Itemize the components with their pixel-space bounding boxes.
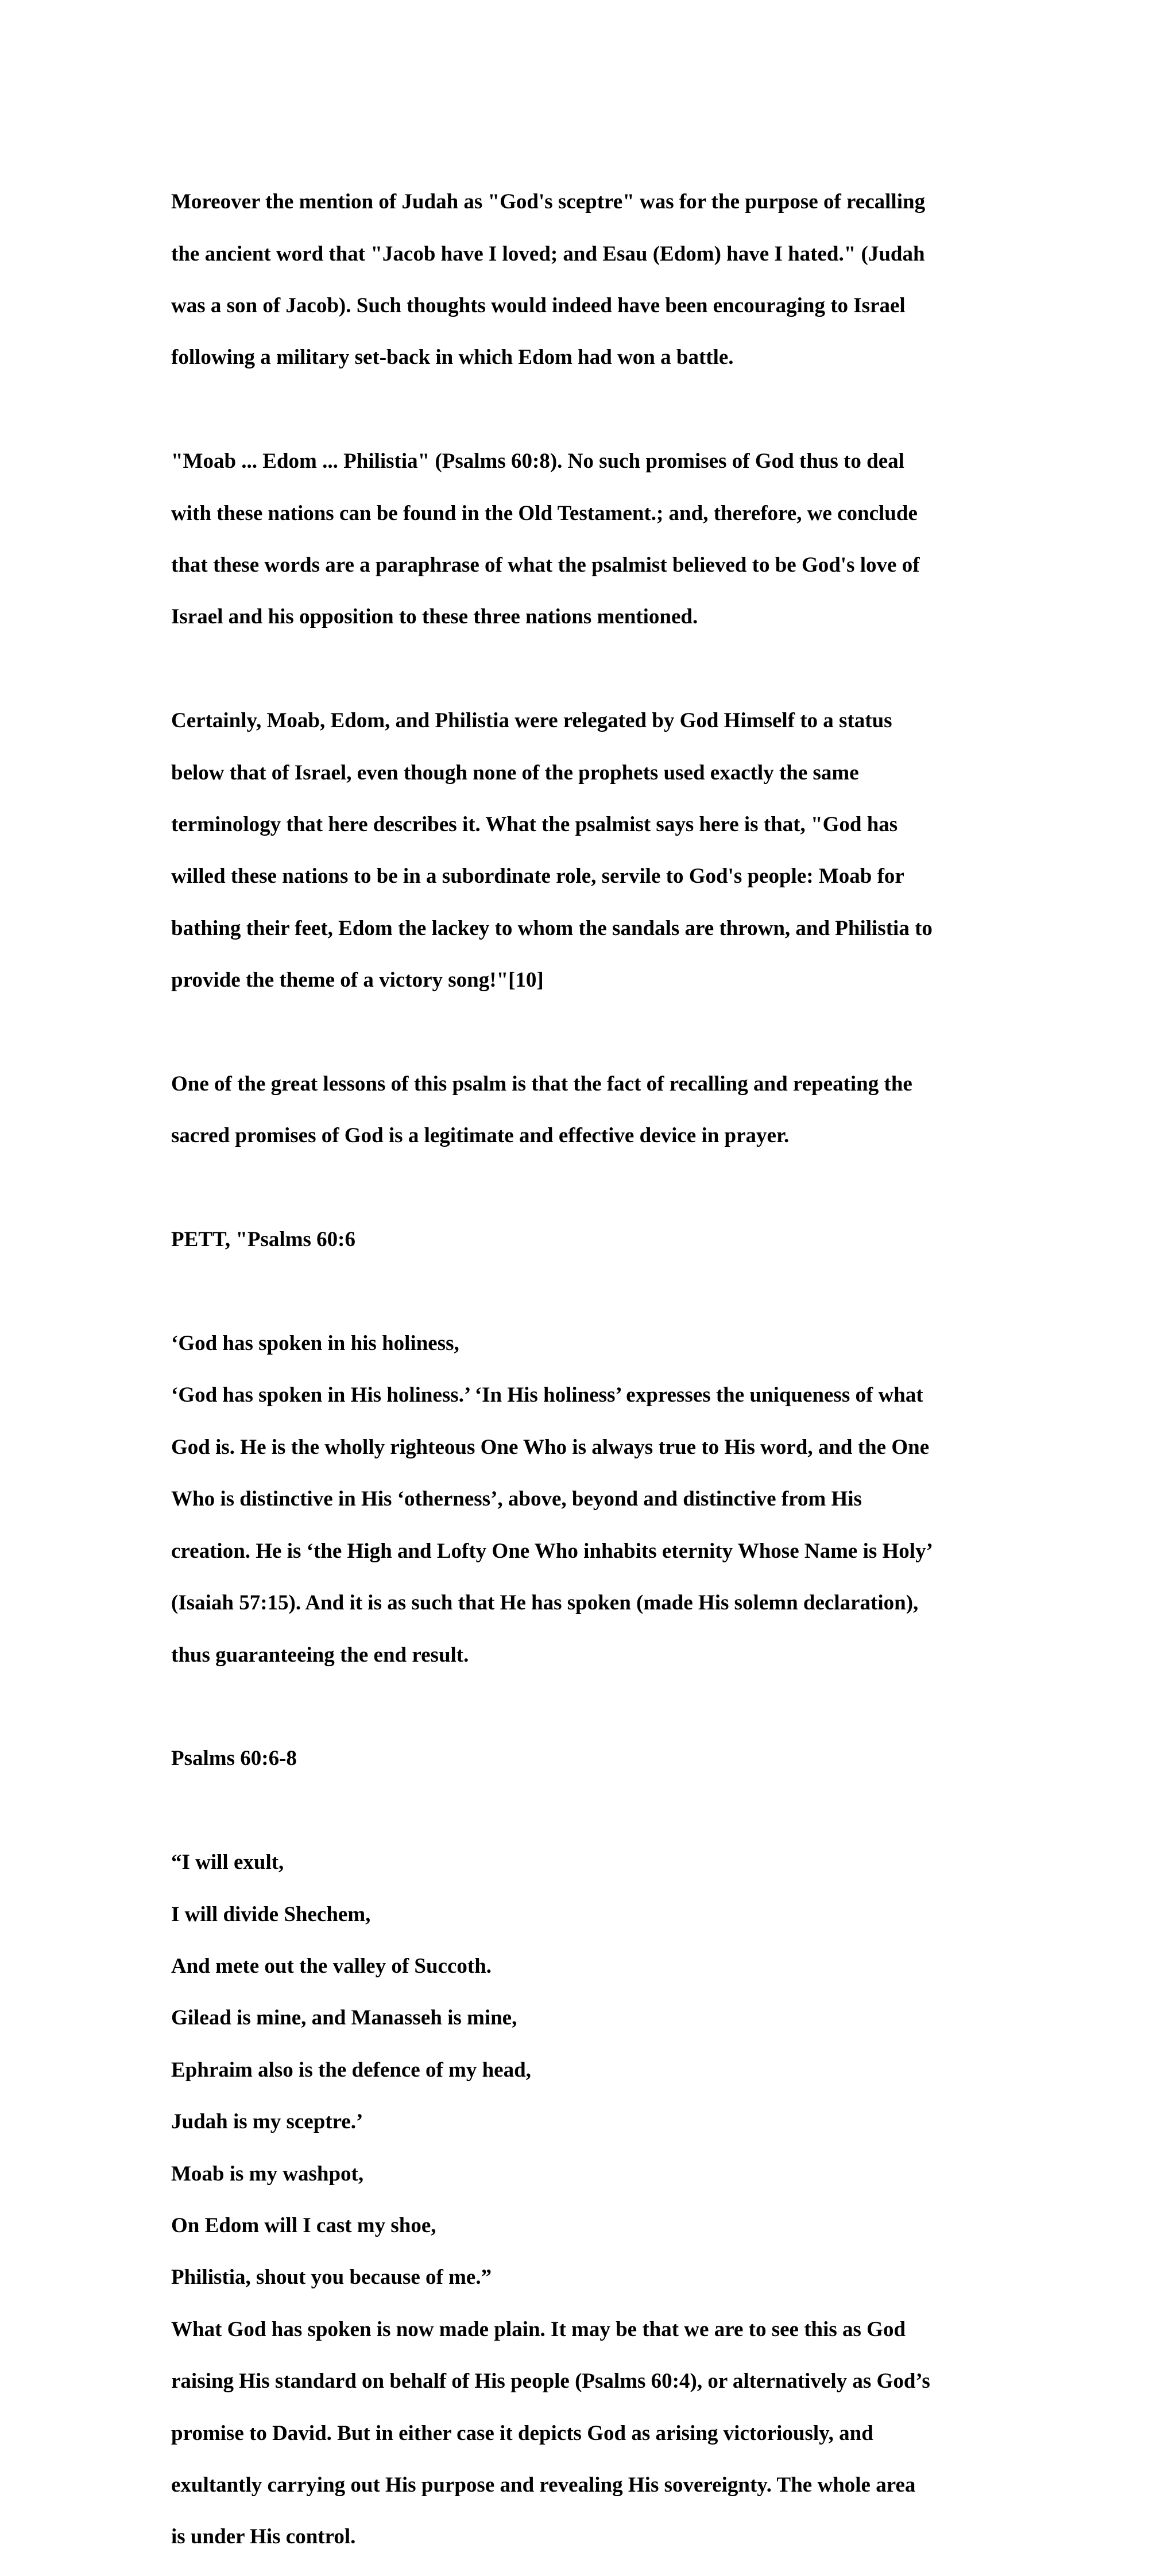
text-line: God is. He is the wholly righteous One Who is always true to His word, and the One [171,1435,930,1459]
text-line: thus guaranteeing the end result. [171,1643,469,1667]
text-line: exultantly carrying out His purpose and revealing His sovereignty. The whole area [171,2473,916,2497]
text-line: (Isaiah 57:15). And it is as such that He has spoken (made His solemn declaration), [171,1591,919,1615]
text-line: willed these nations to be in a subordinate role, servile to God's people: Moab for [171,864,904,889]
text-line: "Moab ... Edom ... Philistia" (Psalms 60:8). No such promises of God thus to deal [171,449,904,474]
text-line: promise to David. But in either case it depicts God as arising victoriously, and [171,2421,873,2445]
paragraph-judah-sceptre [171,163,1009,397]
text-line: bathing their feet, Edom the lackey to whom the sandals are thrown, and Philistia to [171,916,933,940]
text-line: raising His standard on behalf of His people (Psalms 60:4), or alternatively as God’s [171,2369,930,2393]
text-line: PETT, "Psalms 60:6 [171,1228,356,1252]
text-line: that these words are a paraphrase of what the psalmist believed to be God's love of [171,553,920,577]
text-line: following a military set-back in which Edom had won a battle. [171,346,734,370]
paragraph-great-lessons [171,1045,1009,1175]
verse-line: Judah is my sceptre.’ [171,2110,363,2134]
text-line: Israel and his opposition to these three nations mentioned. [171,605,698,629]
text-line: terminology that here describes it. What the psalmist says here is that, "God has [171,813,898,837]
paragraph-god-has-spoken [171,1305,1009,1694]
text-line: with these nations can be found in the Old Testament.; and, therefore, we conclude [171,501,918,525]
section-heading-psalms-60-6-8 [171,1720,1009,1798]
paragraph-gap [171,1279,1009,1305]
verse-line: I will divide Shechem, [171,1902,371,1926]
text-line: was a son of Jacob). Such thoughts would indeed have been encouraging to Israel [171,294,906,318]
verse-line: Gilead is mine, and Manasseh is mine, [171,2006,517,2030]
text-line: What God has spoken is now made plain. It may be that we are to see this as God [171,2317,906,2341]
paragraph-gap [171,397,1009,422]
verse-line: On Edom will I cast my shoe, [171,2213,436,2237]
text-line: Psalms 60:6-8 [171,1747,297,1771]
text-line: ‘God has spoken in his holiness, [171,1332,459,1356]
text-line: is under His control. [171,2525,356,2549]
verse-line: And mete out the valley of Succoth. [171,1954,492,1978]
verse-line: Ephraim also is the defence of my head, [171,2058,531,2082]
paragraph-gap [171,656,1009,682]
paragraph-verse-and-commentary [171,1824,1009,2576]
verse-line: Moab is my washpot, [171,2162,364,2186]
text-line: Certainly, Moab, Edom, and Philistia were relegated by God Himself to a status [171,709,892,733]
verse-line: “I will exult, [171,1850,284,1875]
verse-line: Philistia, shout you because of me.” [171,2265,492,2290]
text-line: Moreover the mention of Judah as "God's sceptre" was for the purpose of recalling [171,190,926,214]
document-page [171,163,1009,2576]
text-line: One of the great lessons of this psalm is that the fact of recalling and repeating the [171,1072,912,1096]
text-line: below that of Israel, even though none of the prophets used exactly the same [171,761,859,785]
paragraph-relegated-status [171,682,1009,1019]
section-heading-pett [171,1201,1009,1279]
text-line: the ancient word that "Jacob have I loved; and Esau (Edom) have I hated." (Judah [171,242,925,266]
text-line: Who is distinctive in His ‘otherness’, above, beyond and distinctive from His [171,1487,862,1511]
paragraph-moab-edom-philistia [171,422,1009,656]
text-line: creation. He is ‘the High and Lofty One Who inhabits eternity Whose Name is Holy’ [171,1539,933,1563]
paragraph-gap [171,1694,1009,1720]
text-line: ‘God has spoken in His holiness.’ ‘In His holiness’ expresses the uniqueness of what [171,1383,923,1407]
paragraph-gap [171,1175,1009,1201]
paragraph-gap [171,1019,1009,1045]
paragraph-gap [171,1798,1009,1824]
text-line: provide the theme of a victory song!"[10] [171,968,544,992]
text-line: sacred promises of God is a legitimate and effective device in prayer. [171,1124,790,1148]
